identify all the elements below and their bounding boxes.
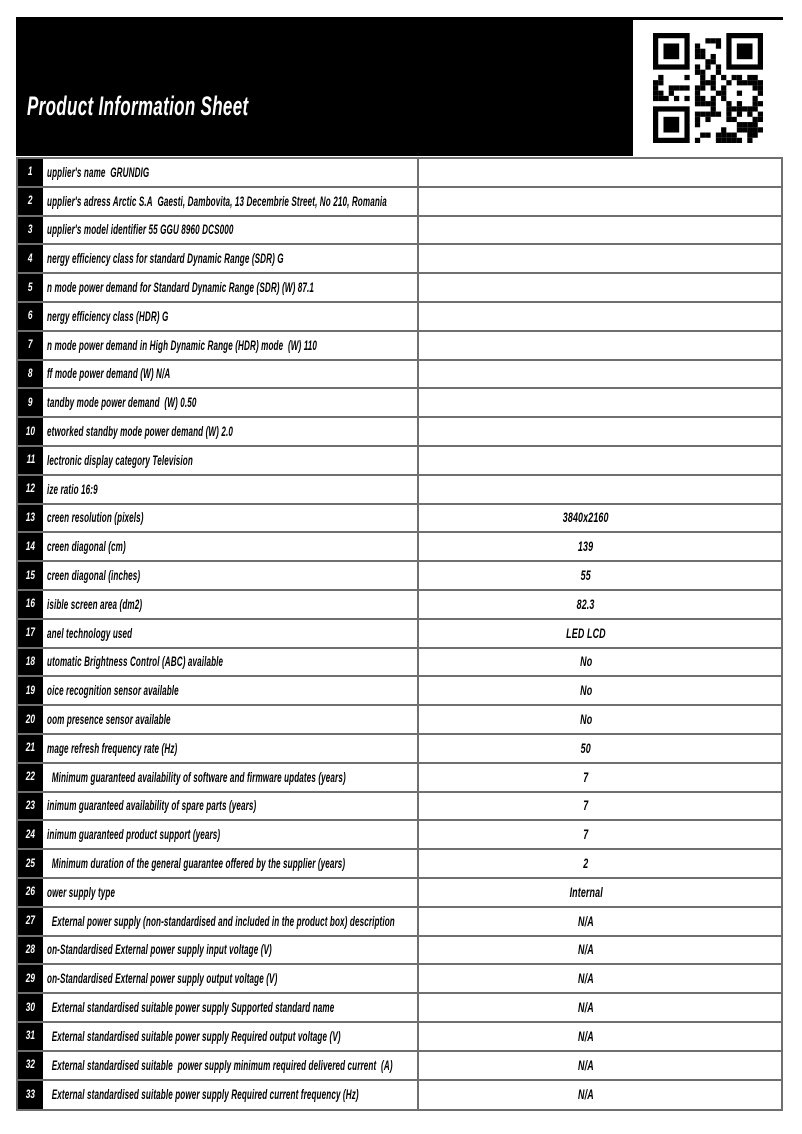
row-value-cell xyxy=(417,706,781,733)
row-number-text: 7 xyxy=(28,339,33,352)
row-value-cell xyxy=(417,821,781,848)
row-label-cell xyxy=(43,1052,417,1079)
row-label-cell xyxy=(43,562,417,589)
row-number xyxy=(18,389,43,416)
row-value-text: 7 xyxy=(583,798,589,814)
row-label-text: ower supply type xyxy=(47,884,116,900)
row-value-cell xyxy=(417,937,781,964)
row-number xyxy=(18,533,43,560)
table-row xyxy=(18,764,781,793)
row-value-text: LED LCD xyxy=(566,625,606,641)
row-number-text: 3 xyxy=(28,223,33,236)
row-value-cell xyxy=(417,245,781,272)
row-number-text: 10 xyxy=(25,425,36,438)
header-banner xyxy=(16,17,783,156)
row-label-text: upplier's model identifier 55 GGU 8960 DCS000 xyxy=(47,222,234,238)
row-number xyxy=(18,245,43,272)
row-value-text: N/A xyxy=(578,942,594,958)
row-label-text: etworked standby mode power demand (W) 2.0 xyxy=(47,424,233,440)
row-number xyxy=(18,217,43,244)
row-number-text: 8 xyxy=(28,367,33,380)
row-value-text: N/A xyxy=(578,913,594,929)
table-row xyxy=(18,533,781,562)
row-value-cell xyxy=(417,850,781,877)
row-value-cell xyxy=(417,1023,781,1050)
row-label-text: Minimum guaranteed availability of software and firmware updates (years) xyxy=(47,769,346,785)
row-label-cell xyxy=(43,418,417,445)
table-row xyxy=(18,620,781,649)
row-label-cell xyxy=(43,879,417,906)
row-label-cell xyxy=(43,274,417,301)
row-number xyxy=(18,476,43,503)
row-label-text: oom presence sensor available xyxy=(47,712,171,728)
row-label-cell xyxy=(43,303,417,330)
row-label-cell xyxy=(43,1081,417,1110)
row-label-text: creen diagonal (cm) xyxy=(47,539,126,555)
row-label-cell xyxy=(43,1023,417,1050)
row-number xyxy=(18,793,43,820)
row-number-text: 22 xyxy=(25,771,36,784)
table-row xyxy=(18,793,781,822)
row-number-text: 25 xyxy=(25,857,36,870)
row-number-text: 16 xyxy=(25,598,36,611)
row-label-cell xyxy=(43,533,417,560)
row-label-cell xyxy=(43,245,417,272)
row-value-cell xyxy=(417,505,781,532)
table-row xyxy=(18,418,781,447)
table-row xyxy=(18,1052,781,1081)
table-row xyxy=(18,245,781,274)
row-value-text: 139 xyxy=(578,539,594,555)
row-value-text: 7 xyxy=(583,769,589,785)
row-number xyxy=(18,965,43,992)
row-label-text: External standardised suitable power supply Required current frequency (Hz) xyxy=(47,1087,359,1103)
row-value-text: 3840x2160 xyxy=(563,510,609,526)
row-number xyxy=(18,994,43,1021)
row-number xyxy=(18,591,43,618)
row-label-text: External standardised suitable power supply Required output voltage (V) xyxy=(47,1028,341,1044)
row-label-text: ff mode power demand (W) N/A xyxy=(47,366,171,382)
row-number-text: 30 xyxy=(25,1001,36,1014)
row-number xyxy=(18,677,43,704)
row-value-cell xyxy=(417,620,781,647)
row-number-text: 5 xyxy=(28,281,33,294)
product-table xyxy=(16,157,783,1111)
row-number xyxy=(18,332,43,359)
row-number-text: 27 xyxy=(25,915,36,928)
row-label-text: n mode power demand for Standard Dynamic Range (SDR) (W) 87.1 xyxy=(47,280,315,296)
row-value-text: 55 xyxy=(580,568,592,584)
row-label-text: ize ratio 16:9 xyxy=(47,481,98,497)
row-label-cell xyxy=(43,188,417,215)
row-number xyxy=(18,850,43,877)
row-label-cell xyxy=(43,217,417,244)
row-value-text: N/A xyxy=(578,971,594,987)
row-label-cell xyxy=(43,389,417,416)
table-row xyxy=(18,994,781,1023)
row-number-text: 18 xyxy=(25,655,36,668)
table-row xyxy=(18,937,781,966)
row-number xyxy=(18,908,43,935)
table-row xyxy=(18,217,781,246)
row-label-cell xyxy=(43,620,417,647)
page-title: Product Information Sheet xyxy=(27,91,249,121)
row-value-cell xyxy=(417,879,781,906)
row-label-text: on-Standardised External power supply input voltage (V) xyxy=(47,942,272,958)
row-label-cell xyxy=(43,649,417,676)
row-value-cell xyxy=(417,303,781,330)
row-number-text: 29 xyxy=(25,972,36,985)
row-value-text: 7 xyxy=(583,827,589,843)
row-value-text: N/A xyxy=(578,1028,594,1044)
row-number-text: 19 xyxy=(25,684,36,697)
qr-code-icon xyxy=(653,33,763,143)
table-row xyxy=(18,447,781,476)
row-value-cell xyxy=(417,188,781,215)
table-row xyxy=(18,476,781,505)
row-number xyxy=(18,159,43,186)
row-number-text: 11 xyxy=(26,454,35,467)
row-value-cell xyxy=(417,217,781,244)
table-row xyxy=(18,1081,781,1110)
row-label-text: inimum guaranteed product support (years) xyxy=(47,827,221,843)
table-row xyxy=(18,821,781,850)
row-number-text: 6 xyxy=(28,310,33,323)
row-value-cell xyxy=(417,649,781,676)
row-number-text: 9 xyxy=(28,396,33,409)
row-label-text: tandby mode power demand (W) 0.50 xyxy=(47,395,197,411)
row-label-text: External standardised suitable power supply minimum required delivered current (A) xyxy=(47,1057,393,1073)
table-row xyxy=(18,361,781,390)
row-value-text: 50 xyxy=(580,740,592,756)
row-label-text: oice recognition sensor available xyxy=(47,683,179,699)
row-number-text: 23 xyxy=(25,799,36,812)
row-label-cell xyxy=(43,821,417,848)
row-value-text: Internal xyxy=(569,884,603,900)
table-row xyxy=(18,159,781,188)
table-row xyxy=(18,389,781,418)
row-number xyxy=(18,649,43,676)
row-label-text: creen resolution (pixels) xyxy=(47,510,144,526)
row-number xyxy=(18,418,43,445)
row-number-text: 21 xyxy=(25,742,36,755)
table-row xyxy=(18,850,781,879)
row-label-text: n mode power demand in High Dynamic Range (HDR) mode (W) 110 xyxy=(47,337,317,353)
row-value-cell xyxy=(417,418,781,445)
row-number-text: 20 xyxy=(25,713,36,726)
row-label-text: External standardised suitable power supply Supported standard name xyxy=(47,1000,335,1015)
row-value-cell xyxy=(417,793,781,820)
row-label-cell xyxy=(43,447,417,474)
row-label-cell xyxy=(43,476,417,503)
table-row xyxy=(18,706,781,735)
table-row xyxy=(18,735,781,764)
row-number xyxy=(18,937,43,964)
row-value-cell xyxy=(417,1081,781,1110)
row-label-cell xyxy=(43,159,417,186)
row-value-cell xyxy=(417,908,781,935)
row-value-cell xyxy=(417,994,781,1021)
row-label-text: upplier's adress Arctic S.A Gaesti, Dambovita, 13 Decembrie Street, No 210, Romania xyxy=(47,193,387,209)
row-label-text: isible screen area (dm2) xyxy=(47,596,143,612)
table-row xyxy=(18,303,781,332)
row-value-cell xyxy=(417,591,781,618)
row-label-text: lectronic display category Television xyxy=(47,452,193,468)
row-label-cell xyxy=(43,735,417,762)
row-number xyxy=(18,1052,43,1079)
row-label-cell xyxy=(43,591,417,618)
row-number xyxy=(18,764,43,791)
qr-panel xyxy=(633,20,783,156)
row-number-text: 2 xyxy=(28,195,33,208)
row-number-text: 12 xyxy=(25,483,36,496)
table-row xyxy=(18,1023,781,1052)
row-number xyxy=(18,303,43,330)
table-row xyxy=(18,591,781,620)
row-value-cell xyxy=(417,476,781,503)
row-number xyxy=(18,706,43,733)
row-value-text: No xyxy=(579,712,593,728)
row-value-cell xyxy=(417,735,781,762)
row-label-text: External power supply (non-standardised and included in the product box) description xyxy=(47,913,395,929)
row-value-cell xyxy=(417,159,781,186)
row-value-text: N/A xyxy=(578,1057,594,1073)
row-number xyxy=(18,821,43,848)
row-number-text: 33 xyxy=(25,1088,36,1101)
row-number xyxy=(18,505,43,532)
row-label-text: nergy efficiency class for standard Dynamic Range (SDR) G xyxy=(47,251,284,267)
row-label-cell xyxy=(43,764,417,791)
row-number-text: 31 xyxy=(25,1030,36,1043)
table-row xyxy=(18,908,781,937)
row-value-text: No xyxy=(579,683,593,699)
row-number-text: 26 xyxy=(25,886,36,899)
row-label-text: on-Standardised External power supply output voltage (V) xyxy=(47,971,278,987)
row-number-text: 4 xyxy=(28,252,33,265)
row-label-cell xyxy=(43,505,417,532)
row-number-text: 14 xyxy=(25,540,36,553)
table-row xyxy=(18,274,781,303)
row-value-cell xyxy=(417,332,781,359)
row-value-cell xyxy=(417,677,781,704)
row-number-text: 24 xyxy=(25,828,36,841)
row-label-cell xyxy=(43,332,417,359)
table-row xyxy=(18,649,781,678)
row-value-text: N/A xyxy=(578,1087,594,1103)
row-value-cell xyxy=(417,361,781,388)
row-value-cell xyxy=(417,533,781,560)
row-value-text: N/A xyxy=(578,1000,594,1015)
table-row xyxy=(18,879,781,908)
row-number-text: 17 xyxy=(25,627,36,640)
row-number xyxy=(18,188,43,215)
row-value-cell xyxy=(417,965,781,992)
row-number xyxy=(18,1081,43,1110)
table-row xyxy=(18,188,781,217)
row-value-cell xyxy=(417,562,781,589)
table-row xyxy=(18,677,781,706)
row-label-text: nergy efficiency class (HDR) G xyxy=(47,308,169,324)
row-number xyxy=(18,620,43,647)
row-label-text: anel technology used xyxy=(47,625,133,641)
row-value-text: No xyxy=(579,654,593,670)
row-label-cell xyxy=(43,706,417,733)
row-label-text: Minimum duration of the general guarantee offered by the supplier (years) xyxy=(47,856,346,872)
row-label-text: utomatic Brightness Control (ABC) available xyxy=(47,654,224,670)
row-value-cell xyxy=(417,447,781,474)
row-label-text: mage refresh frequency rate (Hz) xyxy=(47,740,178,756)
row-value-text: 82.3 xyxy=(577,596,595,612)
row-label-cell xyxy=(43,908,417,935)
row-label-cell xyxy=(43,793,417,820)
row-number-text: 13 xyxy=(25,511,36,524)
row-value-cell xyxy=(417,389,781,416)
row-number-text: 1 xyxy=(28,166,33,179)
row-number xyxy=(18,361,43,388)
row-number xyxy=(18,447,43,474)
row-value-cell xyxy=(417,764,781,791)
row-label-cell xyxy=(43,361,417,388)
table-row xyxy=(18,965,781,994)
row-value-cell xyxy=(417,1052,781,1079)
row-label-text: inimum guaranteed availability of spare parts (years) xyxy=(47,798,257,814)
row-number xyxy=(18,1023,43,1050)
row-label-cell xyxy=(43,994,417,1021)
table-row xyxy=(18,562,781,591)
row-label-cell xyxy=(43,677,417,704)
row-label-cell xyxy=(43,965,417,992)
row-label-text: creen diagonal (inches) xyxy=(47,568,141,584)
row-label-cell xyxy=(43,937,417,964)
row-number xyxy=(18,879,43,906)
row-number-text: 32 xyxy=(25,1059,36,1072)
row-value-text: 2 xyxy=(583,856,589,872)
row-number-text: 15 xyxy=(25,569,36,582)
row-number-text: 28 xyxy=(25,943,36,956)
row-number xyxy=(18,274,43,301)
row-number xyxy=(18,735,43,762)
table-row xyxy=(18,332,781,361)
row-value-cell xyxy=(417,274,781,301)
row-label-text: upplier's name GRUNDIG xyxy=(47,164,150,180)
row-label-cell xyxy=(43,850,417,877)
row-number xyxy=(18,562,43,589)
table-row xyxy=(18,505,781,534)
